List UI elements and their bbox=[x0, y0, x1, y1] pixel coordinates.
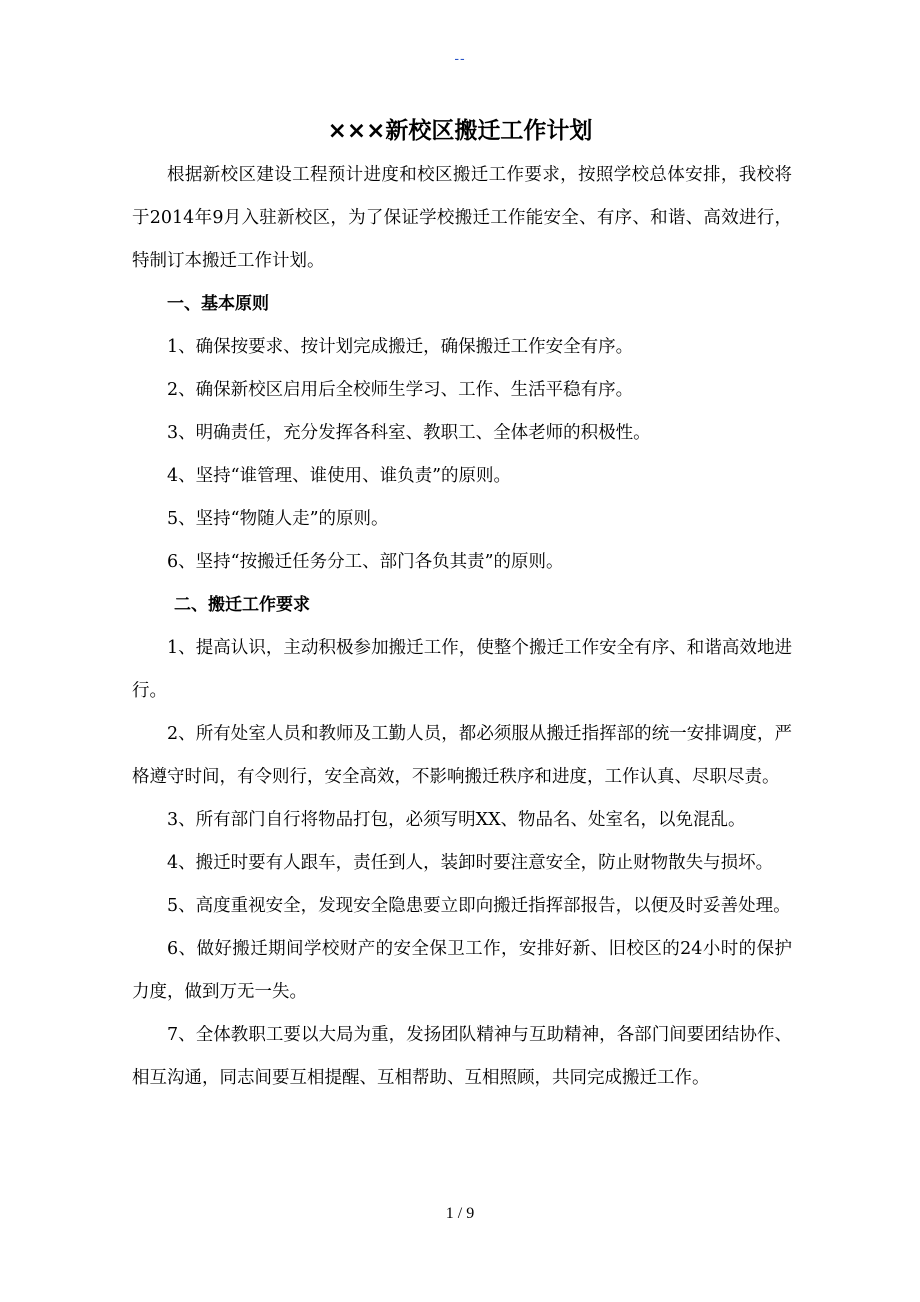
principle-item: 2、确保新校区启用后全校师生学习、工作、生活平稳有序。 bbox=[167, 380, 634, 400]
intro-paragraph: 根据新校区建设工程预计进度和校区搬迁工作要求，按照学校总体安排，我校将于2014年9月入驻新校区，为了保证学校搬迁工作能安全、有序、和谐、高效进行，特制订本搬迁工作计划。 bbox=[132, 165, 792, 271]
requirement-item: 1、提高认识，主动积极参加搬迁工作，使整个搬迁工作安全有序、和谐高效地进行。 bbox=[132, 638, 792, 701]
principle-item: 5、坚持“物随人走”的原则。 bbox=[167, 509, 389, 529]
section-heading-principles: 一、基本原则 bbox=[167, 294, 269, 314]
principle-item: 3、明确责任，充分发挥各科室、教职工、全体老师的积极性。 bbox=[167, 423, 651, 443]
requirement-item: 3、所有部门自行将物品打包，必须写明XX、物品名、处室名，以免混乱。 bbox=[167, 810, 746, 830]
principle-item: 1、确保按要求、按计划完成搬迁，确保搬迁工作安全有序。 bbox=[167, 337, 634, 357]
page-number: 1 / 9 bbox=[445, 1205, 475, 1222]
section-heading-requirements: 二、搬迁工作要求 bbox=[174, 595, 310, 615]
requirement-item: 4、搬迁时要有人跟车，责任到人，装卸时要注意安全，防止财物散失与损坏。 bbox=[167, 853, 774, 873]
requirement-item: 5、高度重视安全，发现安全隐患要立即向搬迁指挥部报告，以便及时妥善处理。 bbox=[167, 896, 791, 916]
requirement-item: 2、所有处室人员和教师及工勤人员，都必须服从搬迁指挥部的统一安排调度，严格遵守时间，有令则行，安全高效，不影响搬迁秩序和进度，工作认真、尽职尽责。 bbox=[132, 724, 792, 787]
header-mark: -- bbox=[454, 50, 466, 66]
principle-item: 4、坚持“谁管理、谁使用、谁负责”的原则。 bbox=[167, 466, 512, 486]
requirement-item: 6、做好搬迁期间学校财产的安全保卫工作，安排好新、旧校区的24小时的保护力度，做到万无一失。 bbox=[132, 939, 792, 1002]
document-body bbox=[132, 154, 792, 1100]
document-title: ×××新校区搬迁工作计划 bbox=[327, 118, 593, 144]
requirement-item: 7、全体教职工要以大局为重，发扬团队精神与互助精神，各部门间要团结协作、相互沟通，同志间要互相提醒、互相帮助、互相照顾，共同完成搬迁工作。 bbox=[132, 1025, 792, 1088]
principle-item: 6、坚持“按搬迁任务分工、部门各负其责”的原则。 bbox=[167, 552, 564, 572]
